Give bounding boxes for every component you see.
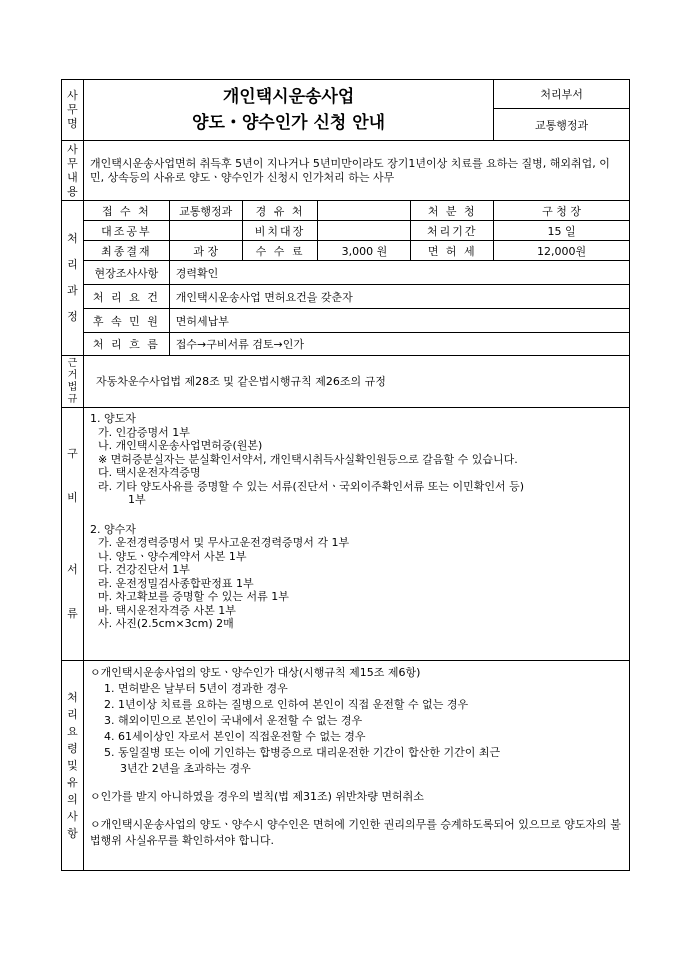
cell-authority-value: 구 청 장 (494, 201, 630, 221)
follow-up-value: 면허세납부 (169, 309, 629, 333)
cell-period-value: 15 일 (494, 221, 630, 241)
cell-ledger-value (318, 221, 411, 241)
cell-license-tax-label: 면 허 세 (411, 241, 494, 261)
flow-value: 접수→구비서류 검토→인가 (169, 333, 629, 356)
label-task-name: 사 무 명 (62, 80, 84, 141)
note-transfer-targets: ㅇ개인택시운송사업의 양도ㆍ양수인가 대상(시행규칙 제15조 제6항) (89, 666, 421, 679)
requirement-value: 개인택시운송사업 면허요건을 갖춘자 (169, 285, 629, 309)
list-item: 사. 사진(2.5cm×3cm) 2매 (97, 617, 234, 630)
list-item: 라. 운전정밀검사종합판정표 1부 (97, 576, 254, 590)
cell-authority-label: 처 분 청 (411, 201, 494, 221)
label-process: 처 리 과 정 (62, 201, 84, 356)
label-task-content: 사 무 내 용 (62, 141, 84, 201)
list-item: ※ 면허증분실자는 분실확인서약서, 개인택시취득사실확인원등으로 갈음할 수 있습니다. (97, 452, 518, 466)
processing-notes (83, 661, 629, 871)
list-item-continued: 3년간 2년을 초과하는 경우 (119, 762, 251, 775)
page-title: 개인택시운송사업 양도・양수인가 신청 안내 (83, 80, 493, 141)
list-item: 다. 건강진단서 1부 (97, 563, 190, 576)
list-item: 마. 차고확보를 증명할 수 있는 서류 1부 (97, 590, 289, 603)
flow-label: 처 리 흐 름 (83, 333, 169, 356)
list-item: 가. 운전경력증명서 및 무사고운전경력증명서 각 1부 (97, 536, 350, 549)
cell-period-label: 처리기간 (411, 221, 494, 241)
requirement-label: 처 리 요 건 (83, 285, 169, 309)
label-processing-notes: 처 리 요 령 및 유 의 사 항 (62, 661, 84, 871)
site-inspection-value: 경력확인 (169, 261, 629, 285)
list-item: 2. 1년이상 치료를 요하는 질병으로 인하여 본인이 직접 운전할 수 없는 경우 (103, 698, 469, 711)
list-item: 다. 택시운전자격증명 (97, 466, 201, 479)
transferee-title: 2. 양수자 (89, 522, 136, 536)
list-item: 5. 동일질병 또는 이에 기인하는 합병증으로 대리운전한 기간이 합산한 기간이 최근 (103, 746, 501, 759)
note-obligation: ㅇ개인택시운송사업의 양도ㆍ양수시 양수인은 면허에 기인한 권리의무를 승계하도록되어 있으므로 양도자의 불법행위 사실유무를 확인하셔야 합니다. (89, 818, 621, 847)
cell-check-value (169, 221, 242, 241)
site-inspection-label: 현장조사사항 (83, 261, 169, 285)
follow-up-label: 후 속 민 원 (83, 309, 169, 333)
legal-basis-text: 자동차운수사업법 제28조 및 같은법시행규칙 제26조의 규정 (83, 356, 629, 408)
list-item: 4. 61세이상인 자로서 본인이 직접운전할 수 없는 경우 (103, 730, 366, 743)
list-item: 바. 택시운전자격증 사본 1부 (97, 603, 236, 617)
list-item: 3. 해외이민으로 본인이 국내에서 운전할 수 없는 경우 (103, 714, 363, 727)
list-item: 나. 개인택시운송사업면허증(원본) (97, 439, 263, 452)
required-docs (83, 408, 629, 661)
task-description: 개인택시운송사업면허 취득후 5년이 지나거나 5년미만이라도 장기1년이상 치료를 요하는 질병, 해외취업, 이민, 상속등의 사유로 양도ㆍ양수인가 신청시 인가처리 하는 사무 (83, 141, 629, 201)
list-item-continued: 1부 (127, 493, 146, 506)
transferor-title: 1. 양도자 (89, 412, 136, 425)
dept-value: 교통행정과 (494, 109, 630, 141)
cell-via-label: 경 유 처 (242, 201, 318, 221)
list-item: 라. 기타 양도사유를 증명할 수 있는 서류(진단서ㆍ국외이주확인서류 또는 이민확인서 등) (97, 479, 525, 493)
guide-table (61, 79, 630, 871)
dept-label: 처리부서 (494, 80, 630, 109)
note-penalty: ㅇ인가를 받지 아니하였을 경우의 벌칙(법 제31조) 위반차량 면허취소 (89, 790, 424, 803)
cell-license-tax-value: 12,000원 (494, 241, 630, 261)
list-item: 나. 양도ㆍ양수계약서 사본 1부 (97, 549, 247, 563)
cell-fee-value: 3,000 원 (318, 241, 411, 261)
cell-approval-label: 최종결재 (83, 241, 169, 261)
cell-receipt-label: 접 수 처 (83, 201, 169, 221)
label-required-docs: 구 비 서 류 (62, 408, 84, 661)
cell-approval-value: 과 장 (169, 241, 242, 261)
list-item: 1. 면허받은 날부터 5년이 경과한 경우 (103, 682, 288, 695)
cell-check-label: 대조공부 (83, 221, 169, 241)
cell-via-value (318, 201, 411, 221)
cell-ledger-label: 비치대장 (242, 221, 318, 241)
label-legal-basis: 근 거 법 규 (62, 356, 84, 408)
list-item: 가. 인감증명서 1부 (97, 425, 190, 439)
cell-fee-label: 수 수 료 (242, 241, 318, 261)
cell-receipt-value: 교통행정과 (169, 201, 242, 221)
